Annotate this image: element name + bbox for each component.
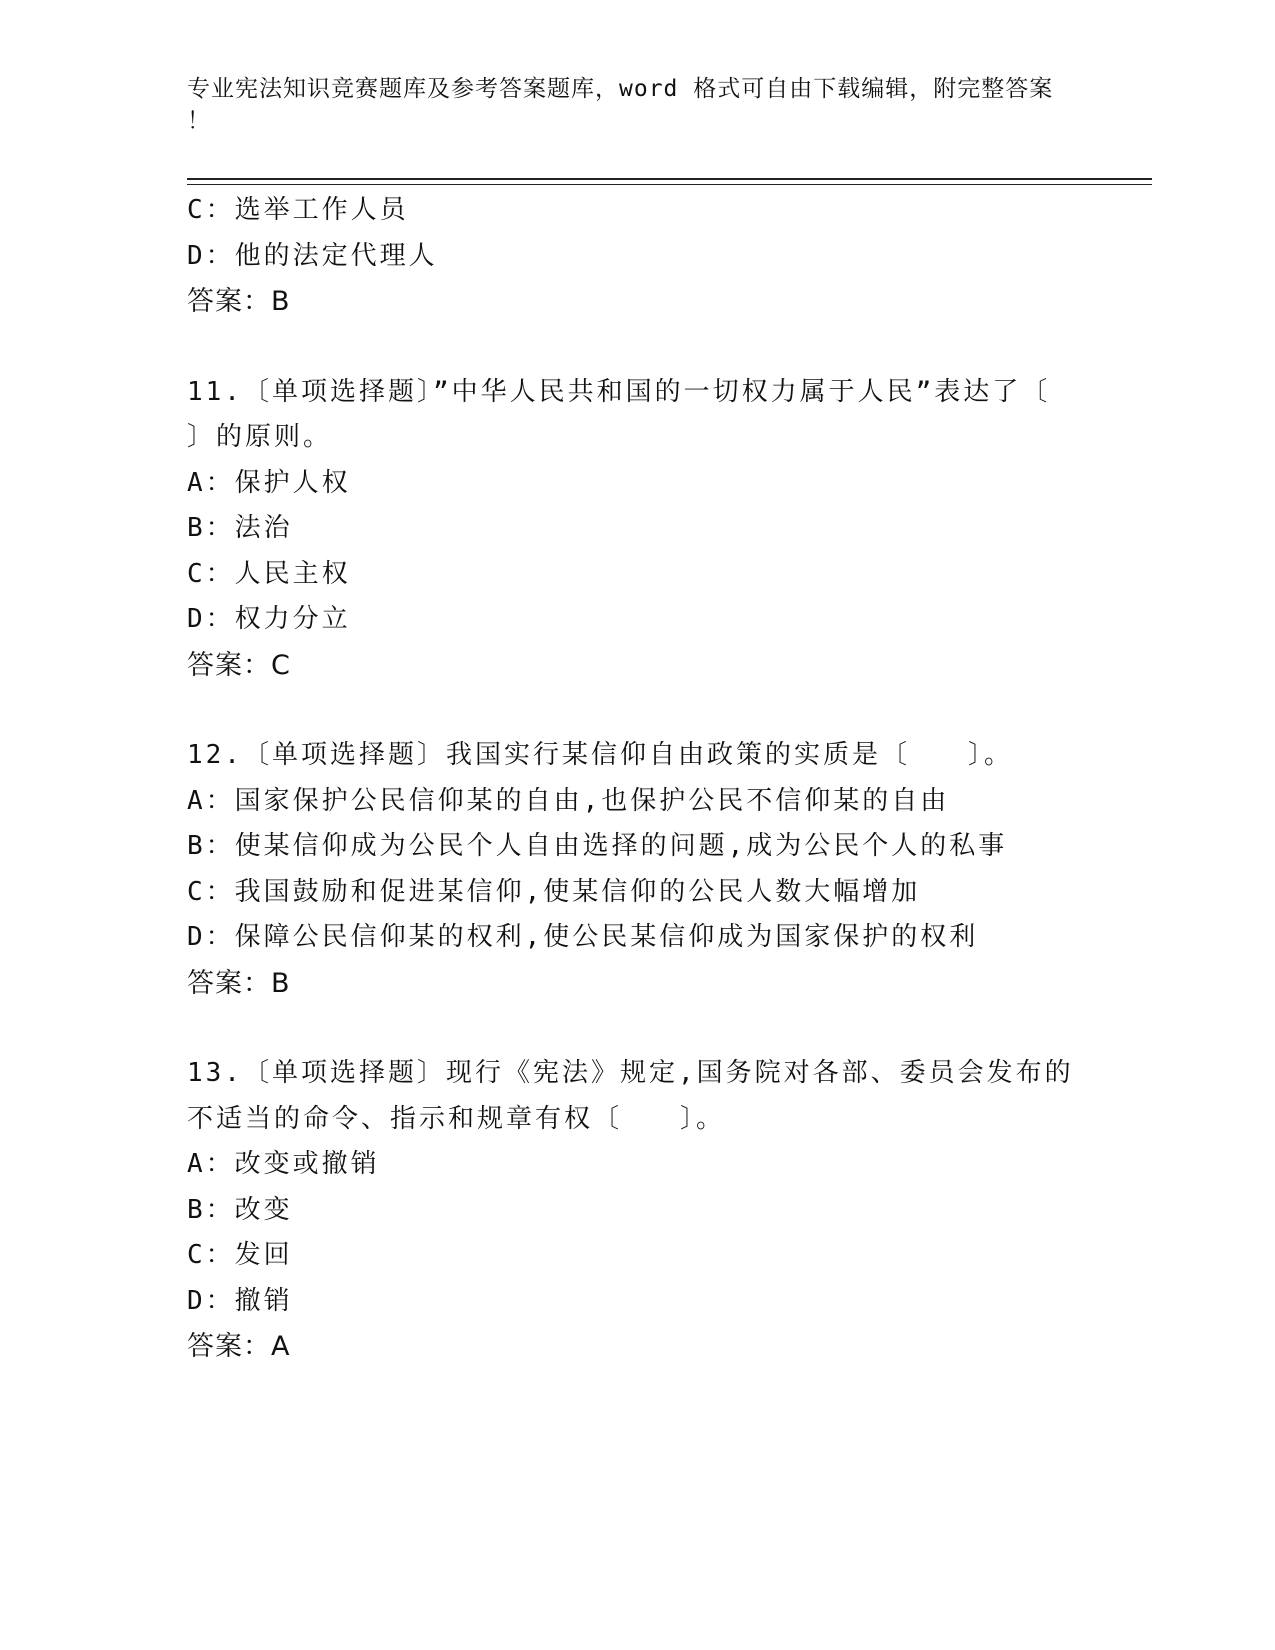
option-b: B：法治 (187, 513, 293, 543)
question-list (187, 188, 1087, 1370)
spacer (187, 1006, 1087, 1051)
option-b: B：改变 (187, 1194, 293, 1225)
answer-line: 答案：B (187, 967, 291, 999)
header-divider-thick (187, 178, 1152, 180)
header-divider-thin (187, 184, 1152, 185)
option-b: B：使某信仰成为公民个人自由选择的问题,成为公民个人的私事 (187, 831, 1008, 861)
option-c: C：人民主权 (187, 558, 351, 589)
spacer (187, 325, 1087, 370)
question-stem-line-1: 13.〔单项选择题〕现行《宪法》规定,国务院对各部、委员会发布的 (187, 1058, 1074, 1088)
option-d: D：保障公民信仰某的权利,使公民某信仰成为国家保护的权利 (187, 922, 979, 952)
option-a: A：改变或撤销 (187, 1149, 380, 1179)
prev-question-block (187, 188, 1087, 325)
question-stem-line-2: 〕的原则。 (187, 422, 333, 452)
question-stem-line-1: 12.〔单项选择题〕我国实行某信仰自由政策的实质是〔 〕。 (187, 740, 1013, 770)
question-stem-line-1: 11.〔单项选择题〕”中华人民共和国的一切权力属于人民”表达了〔 (187, 376, 1051, 407)
question-12 (187, 733, 1087, 1006)
spacer (187, 688, 1087, 733)
question-stem-line-2: 不适当的命令、指示和规章有权〔 〕。 (187, 1103, 726, 1134)
option-c: C：我国鼓励和促进某信仰,使某信仰的公民人数大幅增加 (187, 876, 921, 907)
option-c: C：发回 (187, 1240, 293, 1270)
header-title-line-2: ！ (187, 108, 211, 134)
question-11 (187, 370, 1087, 689)
page-header (187, 73, 1087, 137)
header-title-line-1: 专业宪法知识竞赛题库及参考答案题库，word 格式可自由下载编辑，附完整答案 (187, 76, 1054, 102)
option-d: D：他的法定代理人 (187, 240, 438, 271)
option-c: C：选举工作人员 (187, 195, 409, 225)
option-a: A：保护人权 (187, 467, 351, 498)
question-13 (187, 1051, 1087, 1370)
option-d: D：权力分立 (187, 604, 351, 634)
answer-line: 答案：A (187, 1331, 291, 1362)
option-a: A：国家保护公民信仰某的自由,也保护公民不信仰某的自由 (187, 785, 950, 816)
answer-line: 答案：C (187, 649, 291, 681)
option-d: D：撤销 (187, 1285, 293, 1316)
answer-line: 答案：B (187, 286, 291, 317)
